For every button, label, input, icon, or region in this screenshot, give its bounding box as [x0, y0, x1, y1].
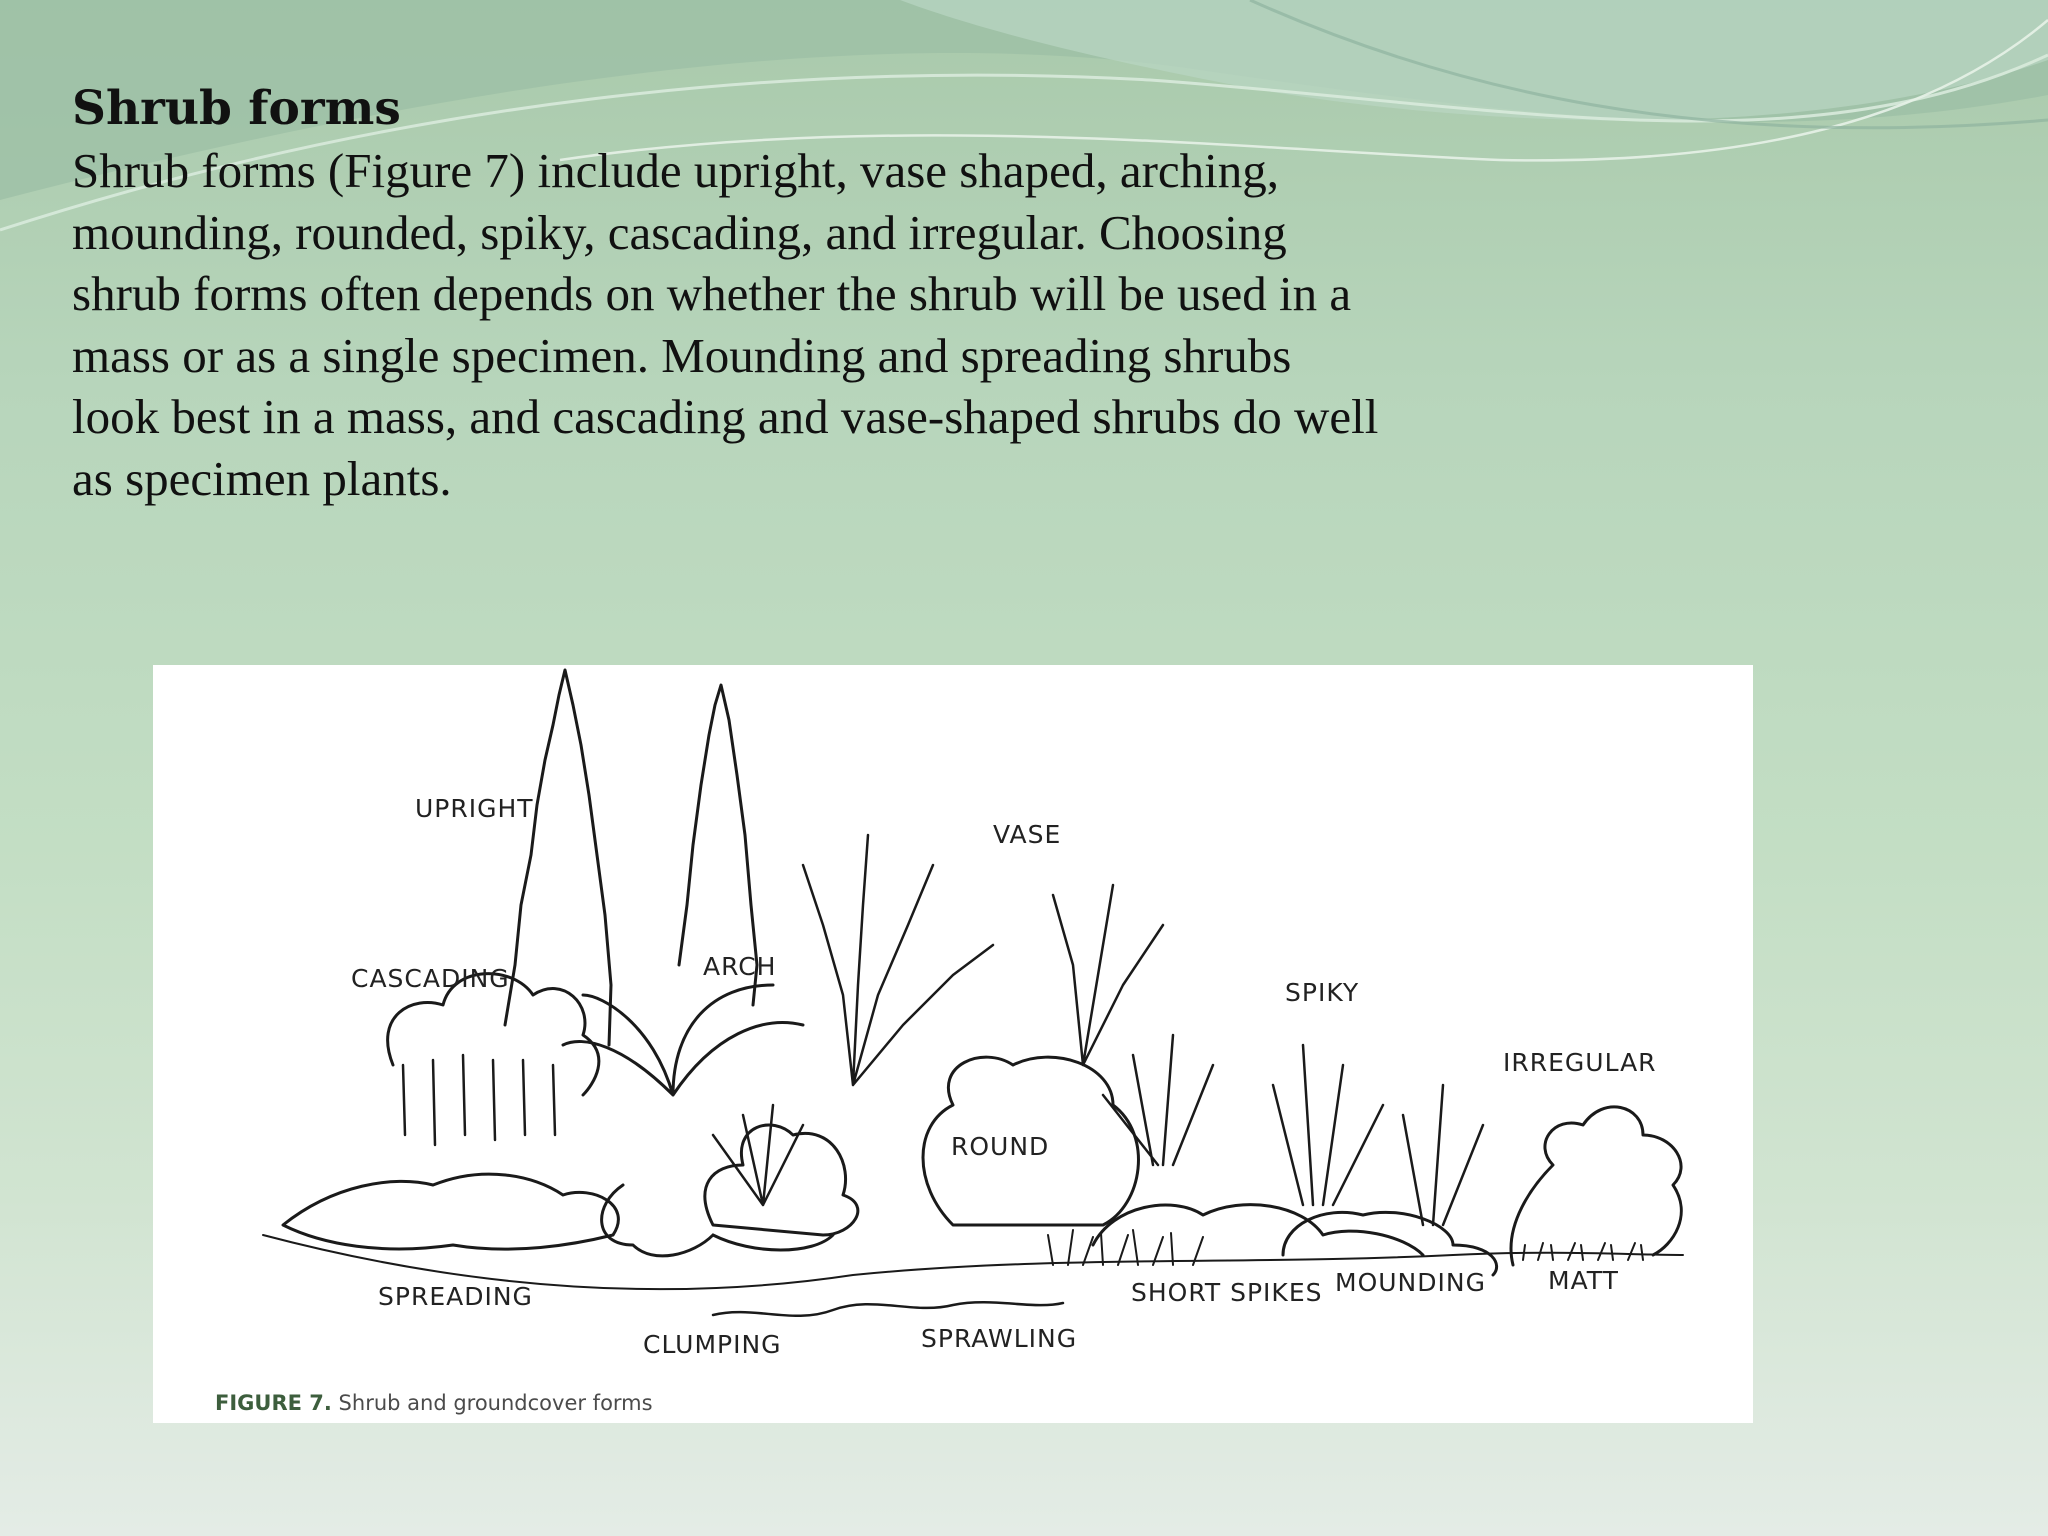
figure-caption [215, 1391, 653, 1415]
spreading-shrub [283, 1174, 618, 1249]
figure-number: FIGURE 7. [215, 1391, 332, 1415]
short-spikes [1048, 1230, 1203, 1265]
slide-body-text: Shrub forms (Figure 7) include upright, vase shaped, arching, mounding, rounded, spiky, cascading, and irregular. Choosing shrub forms often depends on whether the shrub will be used in a mass or as a single specimen. Mounding and spreading shrubs look best in a mass, and cascading and vase-shaped shrubs do well as specimen plants. [72, 143, 1379, 506]
clumping-leaves [602, 1185, 833, 1256]
label-irregular: IRREGULAR [1503, 1048, 1657, 1077]
arch-shrub [563, 985, 803, 1095]
label-spreading: SPREADING [378, 1282, 533, 1311]
label-cascading: CASCADING [351, 964, 510, 993]
label-mounding: MOUNDING [1335, 1268, 1486, 1297]
figure-caption-text: Shrub and groundcover forms [331, 1391, 653, 1415]
vase-shrub [803, 835, 993, 1085]
spiky-shrub-3 [1403, 1085, 1483, 1225]
label-upright: UPRIGHT [415, 794, 534, 823]
matt-groundcover [1523, 1243, 1643, 1260]
shrub-forms-illustration [153, 665, 1753, 1423]
label-matt: MATT [1548, 1266, 1619, 1295]
label-short-spikes: SHORT SPIKES [1131, 1278, 1323, 1307]
mounding-shrub [1283, 1212, 1497, 1275]
spiky-shrub-2 [1273, 1045, 1383, 1205]
label-sprawling: SPRAWLING [921, 1324, 1078, 1353]
label-spiky: SPIKY [1285, 978, 1360, 1007]
text-block [72, 78, 1392, 509]
spiky-shrub-1 [1103, 1035, 1213, 1165]
label-vase: VASE [993, 820, 1062, 849]
label-clumping: CLUMPING [643, 1330, 782, 1359]
label-arch: ARCH [703, 952, 777, 981]
slide-heading: Shrub forms [72, 81, 401, 136]
clump-stems [713, 1105, 803, 1205]
vase-shrub-2 [1053, 885, 1163, 1065]
sprawling-shrub [713, 1302, 1063, 1316]
irregular-shrub [1511, 1107, 1681, 1265]
figure-7 [153, 665, 1753, 1423]
cascading-drops [403, 1055, 555, 1145]
label-round: ROUND [951, 1132, 1050, 1161]
clumping-shrub [705, 1125, 858, 1235]
